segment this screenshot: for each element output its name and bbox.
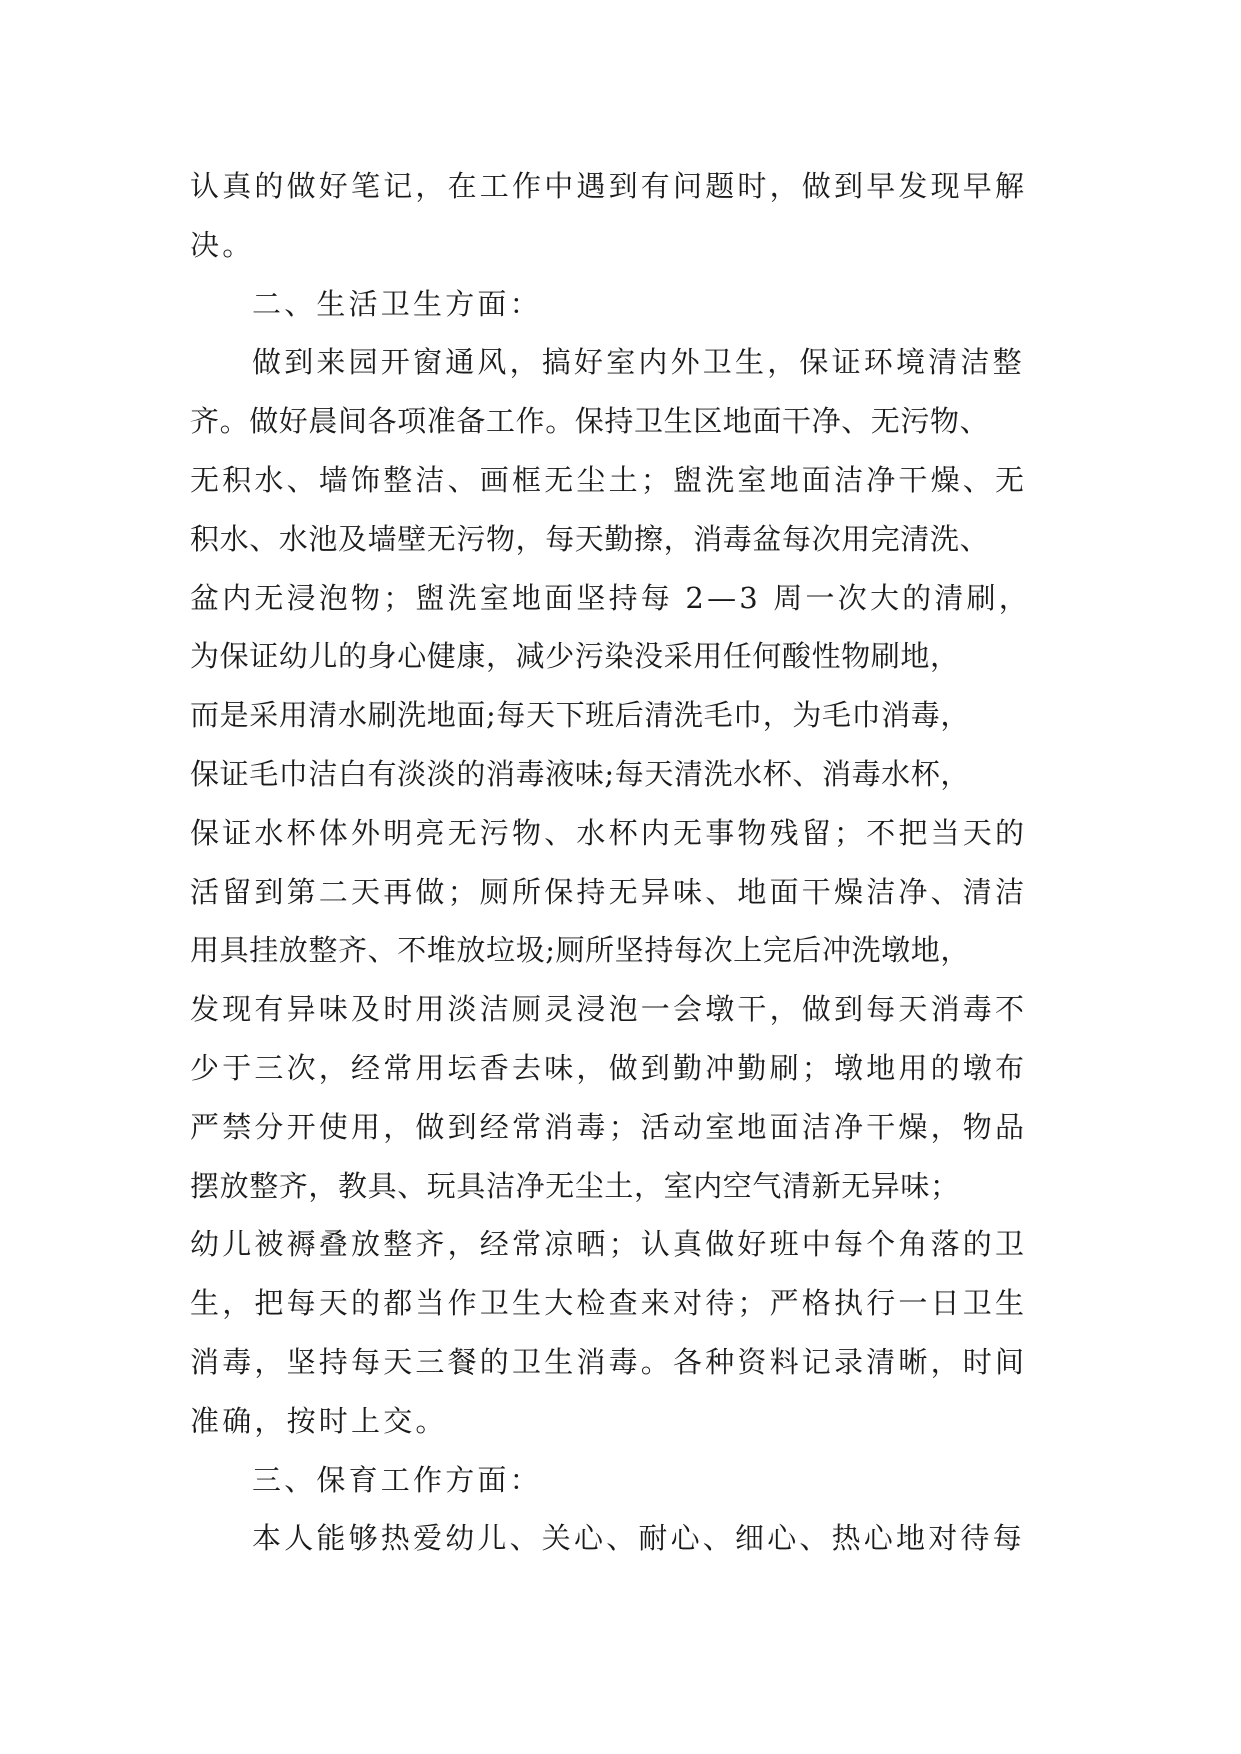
text-line: 积水、水池及墙壁无污物，每天勤擦，消毒盆每次用完清洗、 (190, 521, 990, 556)
text-line: 认真的做好笔记，在工作中遇到有问题时，做到早发现早解 (190, 169, 1028, 203)
section-heading: 二、生活卫生方面： (252, 286, 542, 321)
text-line: 无积水、墙饰整洁、画框无尘土；盥洗室地面洁净干燥、无 (190, 462, 1028, 497)
paragraph-first-line: 做到来园开窗通风，搞好室内外卫生，保证环境清洁整 (252, 345, 1025, 380)
text-line: 准确，按时上交。 (190, 1403, 448, 1438)
text-line: 发现有异味及时用淡洁厕灵浸泡一会墩干，做到每天消毒不 (190, 992, 1028, 1027)
text-line: 为保证幼儿的身心健康，减少污染没采用任何酸性物刷地， (190, 639, 960, 674)
section-heading: 三、保育工作方面： (252, 1462, 542, 1497)
text-line: 摆放整齐，教具、玩具洁净无尘土，室内空气清新无异味； (190, 1168, 960, 1203)
document-body (190, 157, 1070, 1568)
text-line: 生，把每天的都当作卫生大检查来对待；严格执行一日卫生 (190, 1286, 1028, 1321)
text-line: 幼儿被褥叠放整齐，经常凉晒；认真做好班中每个角落的卫 (190, 1227, 1028, 1262)
text-line: 严禁分开使用，做到经常消毒；活动室地面洁净干燥，物品 (190, 1109, 1028, 1144)
text-line: 决。 (190, 227, 255, 262)
text-line: 而是采用清水刷洗地面;每天下班后清洗毛巾，为毛巾消毒， (190, 698, 970, 733)
paragraph-first-line: 本人能够热爱幼儿、关心、耐心、细心、热心地对待每 (252, 1521, 1025, 1556)
text-line: 保证毛巾洁白有淡淡的消毒液味;每天清洗水杯、消毒水杯， (190, 756, 970, 791)
text-line: 活留到第二天再做；厕所保持无异味、地面干燥洁净、清洁 (190, 874, 1028, 909)
text-line: 齐。做好晨间各项准备工作。保持卫生区地面干净、无污物、 (190, 404, 990, 439)
text-line: 盆内无浸泡物；盥洗室地面坚持每 2—3 周一次大的清刷， (190, 580, 1031, 615)
text-line: 少于三次，经常用坛香去味，做到勤冲勤刷；墩地用的墩布 (190, 1050, 1028, 1085)
text-line: 用具挂放整齐、不堆放垃圾;厕所坚持每次上完后冲洗墩地， (190, 933, 970, 968)
text-line: 保证水杯体外明亮无污物、水杯内无事物残留；不把当天的 (190, 815, 1028, 850)
text-line: 消毒，坚持每天三餐的卫生消毒。各种资料记录清晰，时间 (190, 1344, 1028, 1379)
